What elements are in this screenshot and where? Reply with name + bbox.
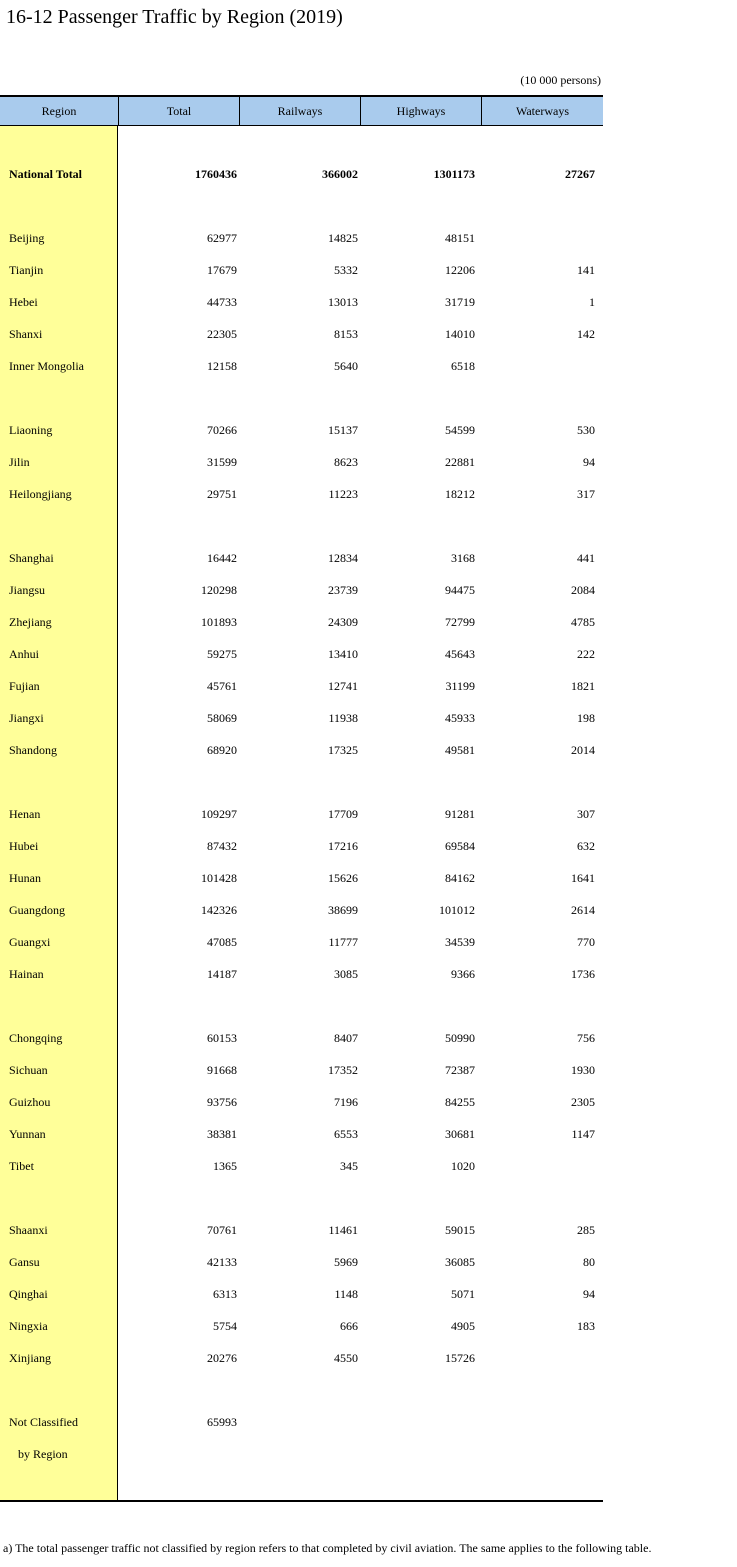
region-cell: Anhui — [9, 647, 39, 661]
region-cell: Jiangxi — [9, 711, 44, 725]
table-row — [0, 932, 603, 952]
highways-cell: 12206 — [445, 263, 475, 277]
total-cell: 91668 — [207, 1063, 237, 1077]
railways-cell: 5332 — [334, 263, 358, 277]
waterways-cell: 1147 — [571, 1127, 595, 1141]
table-row — [0, 356, 603, 376]
table-row — [0, 324, 603, 344]
total-cell: 93756 — [207, 1095, 237, 1109]
total-cell: 109297 — [201, 807, 237, 821]
waterways-cell: 770 — [577, 935, 595, 949]
railways-cell: 17325 — [328, 743, 358, 757]
table-row — [0, 644, 603, 664]
total-cell: 120298 — [201, 583, 237, 597]
header-waterways: Waterways — [481, 97, 603, 126]
total-cell: 101893 — [201, 615, 237, 629]
railways-cell: 11223 — [328, 487, 358, 501]
region-cell: Tianjin — [9, 263, 44, 277]
header-highways: Highways — [360, 97, 481, 126]
waterways-cell: 285 — [577, 1223, 595, 1237]
total-cell: 65993 — [207, 1415, 237, 1429]
region-cell: Hebei — [9, 295, 38, 309]
highways-cell: 101012 — [439, 903, 475, 917]
total-cell: 87432 — [207, 839, 237, 853]
highways-cell: 22881 — [445, 455, 475, 469]
table-row — [0, 900, 603, 920]
railways-cell: 366002 — [322, 167, 358, 181]
table-row — [0, 1060, 603, 1080]
table-row — [0, 292, 603, 312]
table-row — [0, 1124, 603, 1144]
region-cell: Liaoning — [9, 423, 53, 437]
region-cell: Tibet — [9, 1159, 34, 1173]
region-cell: Not Classified — [9, 1415, 78, 1429]
bottom-rule — [0, 1500, 603, 1502]
waterways-cell: 756 — [577, 1031, 595, 1045]
total-cell: 142326 — [201, 903, 237, 917]
table-row — [0, 836, 603, 856]
waterways-cell: 2084 — [571, 583, 595, 597]
region-cell: Hunan — [9, 871, 41, 885]
region-cell: Hubei — [9, 839, 39, 853]
highways-cell: 54599 — [445, 423, 475, 437]
railways-cell: 17352 — [328, 1063, 358, 1077]
waterways-cell: 1821 — [571, 679, 595, 693]
highways-cell: 36085 — [445, 1255, 475, 1269]
railways-cell: 14825 — [328, 231, 358, 245]
railways-cell: 38699 — [328, 903, 358, 917]
waterways-cell: 441 — [577, 551, 595, 565]
railways-cell: 13013 — [328, 295, 358, 309]
railways-cell: 23739 — [328, 583, 358, 597]
railways-cell: 15137 — [328, 423, 358, 437]
table-title: 16-12 Passenger Traffic by Region (2019) — [6, 6, 343, 28]
table-row — [0, 868, 603, 888]
total-cell: 70266 — [207, 423, 237, 437]
total-cell: 68920 — [207, 743, 237, 757]
table-header — [0, 95, 603, 126]
region-cell: Hainan — [9, 967, 44, 981]
total-cell: 29751 — [207, 487, 237, 501]
highways-cell: 14010 — [445, 327, 475, 341]
region-cell: Qinghai — [9, 1287, 48, 1301]
region-cell: Shandong — [9, 743, 57, 757]
table-row — [0, 740, 603, 760]
table-row — [0, 580, 603, 600]
header-region: Region — [41, 104, 77, 118]
waterways-cell: 632 — [577, 839, 595, 853]
table-row — [0, 1444, 603, 1464]
railways-cell: 11938 — [328, 711, 358, 725]
railways-cell: 666 — [340, 1319, 358, 1333]
region-cell: Sichuan — [9, 1063, 48, 1077]
highways-cell: 45643 — [445, 647, 475, 661]
total-cell: 6313 — [213, 1287, 237, 1301]
highways-cell: 50990 — [445, 1031, 475, 1045]
table-row — [0, 548, 603, 568]
table-row — [0, 1348, 603, 1368]
total-cell: 16442 — [207, 551, 237, 565]
region-cell: Jilin — [9, 455, 30, 469]
region-cell: Heilongjiang — [9, 487, 72, 501]
railways-cell: 6553 — [334, 1127, 358, 1141]
railways-cell: 11461 — [328, 1223, 358, 1237]
total-cell: 45761 — [207, 679, 237, 693]
waterways-cell: 142 — [577, 327, 595, 341]
highways-cell: 91281 — [445, 807, 475, 821]
total-cell: 44733 — [207, 295, 237, 309]
table-row — [0, 612, 603, 632]
table-row — [0, 164, 603, 184]
railways-cell: 5640 — [334, 359, 358, 373]
waterways-cell: 530 — [577, 423, 595, 437]
railways-cell: 11777 — [328, 935, 358, 949]
railways-cell: 4550 — [334, 1351, 358, 1365]
total-cell: 5754 — [213, 1319, 237, 1333]
waterways-cell: 27267 — [565, 167, 595, 181]
table-row — [0, 1092, 603, 1112]
highways-cell: 5071 — [451, 1287, 475, 1301]
highways-cell: 6518 — [451, 359, 475, 373]
highways-cell: 69584 — [445, 839, 475, 853]
table-row — [0, 1156, 603, 1176]
data-table — [0, 95, 603, 1502]
footnote: a) The total passenger traffic not classified by region refers to that completed by civil aviation. The same applies to the following table. — [3, 1541, 652, 1555]
region-cell: Jiangsu — [9, 583, 45, 597]
region-cell: by Region — [18, 1447, 68, 1461]
table-row — [0, 1028, 603, 1048]
highways-cell: 34539 — [445, 935, 475, 949]
table-row — [0, 260, 603, 280]
table-row — [0, 1412, 603, 1432]
waterways-cell: 2305 — [571, 1095, 595, 1109]
waterways-cell: 4785 — [571, 615, 595, 629]
total-cell: 1760436 — [195, 167, 237, 181]
highways-cell: 1301173 — [433, 167, 475, 181]
total-cell: 31599 — [207, 455, 237, 469]
total-cell: 38381 — [207, 1127, 237, 1141]
total-cell: 1365 — [213, 1159, 237, 1173]
railways-cell: 13410 — [328, 647, 358, 661]
region-cell: Zhejiang — [9, 615, 52, 629]
region-cell: Guangxi — [9, 935, 51, 949]
railways-cell: 8407 — [334, 1031, 358, 1045]
railways-cell: 17216 — [328, 839, 358, 853]
table-row — [0, 228, 603, 248]
railways-cell: 7196 — [334, 1095, 358, 1109]
highways-cell: 31199 — [445, 679, 475, 693]
railways-cell: 8153 — [334, 327, 358, 341]
table-row — [0, 452, 603, 472]
unit-label: (10 000 persons) — [520, 73, 601, 87]
waterways-cell: 2614 — [571, 903, 595, 917]
region-cell: Shaanxi — [9, 1223, 48, 1237]
railways-cell: 17709 — [328, 807, 358, 821]
header-railways: Railways — [239, 97, 360, 126]
table-row — [0, 484, 603, 504]
waterways-cell: 2014 — [571, 743, 595, 757]
table-row — [0, 804, 603, 824]
highways-cell: 72387 — [445, 1063, 475, 1077]
table-row — [0, 1252, 603, 1272]
region-cell: Inner Mongolia — [9, 359, 84, 373]
table-row — [0, 420, 603, 440]
total-cell: 42133 — [207, 1255, 237, 1269]
header-total: Total — [118, 97, 239, 126]
waterways-cell: 1 — [589, 295, 595, 309]
highways-cell: 59015 — [445, 1223, 475, 1237]
highways-cell: 15726 — [445, 1351, 475, 1365]
railways-cell: 8623 — [334, 455, 358, 469]
railways-cell: 12741 — [328, 679, 358, 693]
table-row — [0, 676, 603, 696]
region-cell: Chongqing — [9, 1031, 63, 1045]
railways-cell: 24309 — [328, 615, 358, 629]
highways-cell: 31719 — [445, 295, 475, 309]
waterways-cell: 141 — [577, 263, 595, 277]
waterways-cell: 1641 — [571, 871, 595, 885]
region-cell: Ningxia — [9, 1319, 48, 1333]
waterways-cell: 307 — [577, 807, 595, 821]
highways-cell: 49581 — [445, 743, 475, 757]
waterways-cell: 80 — [583, 1255, 595, 1269]
region-cell: Guizhou — [9, 1095, 51, 1109]
region-cell: Yunnan — [9, 1127, 46, 1141]
highways-cell: 72799 — [445, 615, 475, 629]
total-cell: 70761 — [207, 1223, 237, 1237]
waterways-cell: 317 — [577, 487, 595, 501]
total-cell: 17679 — [207, 263, 237, 277]
table-row — [0, 1316, 603, 1336]
table-row — [0, 1220, 603, 1240]
highways-cell: 1020 — [451, 1159, 475, 1173]
waterways-cell: 183 — [577, 1319, 595, 1333]
region-cell: Shanxi — [9, 327, 43, 341]
railways-cell: 345 — [340, 1159, 358, 1173]
region-cell: Fujian — [9, 679, 40, 693]
highways-cell: 45933 — [445, 711, 475, 725]
total-cell: 60153 — [207, 1031, 237, 1045]
region-cell: Henan — [9, 807, 41, 821]
highways-cell: 9366 — [451, 967, 475, 981]
waterways-cell: 222 — [577, 647, 595, 661]
railways-cell: 1148 — [334, 1287, 358, 1301]
highways-cell: 94475 — [445, 583, 475, 597]
waterways-cell: 94 — [583, 1287, 595, 1301]
waterways-cell: 1930 — [571, 1063, 595, 1077]
total-cell: 59275 — [207, 647, 237, 661]
total-cell: 14187 — [207, 967, 237, 981]
total-cell: 101428 — [201, 871, 237, 885]
highways-cell: 3168 — [451, 551, 475, 565]
region-cell: National Total — [9, 167, 83, 181]
region-cell: Guangdong — [9, 903, 65, 917]
region-cell: Gansu — [9, 1255, 40, 1269]
railways-cell: 5969 — [334, 1255, 358, 1269]
highways-cell: 18212 — [445, 487, 475, 501]
total-cell: 47085 — [207, 935, 237, 949]
highways-cell: 84162 — [445, 871, 475, 885]
table-row — [0, 708, 603, 728]
highways-cell: 30681 — [445, 1127, 475, 1141]
waterways-cell: 198 — [577, 711, 595, 725]
total-cell: 62977 — [207, 231, 237, 245]
railways-cell: 12834 — [328, 551, 358, 565]
railways-cell: 3085 — [334, 967, 358, 981]
total-cell: 12158 — [207, 359, 237, 373]
region-cell: Beijing — [9, 231, 45, 245]
highways-cell: 84255 — [445, 1095, 475, 1109]
total-cell: 58069 — [207, 711, 237, 725]
highways-cell: 4905 — [451, 1319, 475, 1333]
total-cell: 22305 — [207, 327, 237, 341]
highways-cell: 48151 — [445, 231, 475, 245]
table-row — [0, 1284, 603, 1304]
railways-cell: 15626 — [328, 871, 358, 885]
total-cell: 20276 — [207, 1351, 237, 1365]
waterways-cell: 94 — [583, 455, 595, 469]
table-row — [0, 964, 603, 984]
region-cell: Shanghai — [9, 551, 54, 565]
region-cell: Xinjiang — [9, 1351, 51, 1365]
waterways-cell: 1736 — [571, 967, 595, 981]
